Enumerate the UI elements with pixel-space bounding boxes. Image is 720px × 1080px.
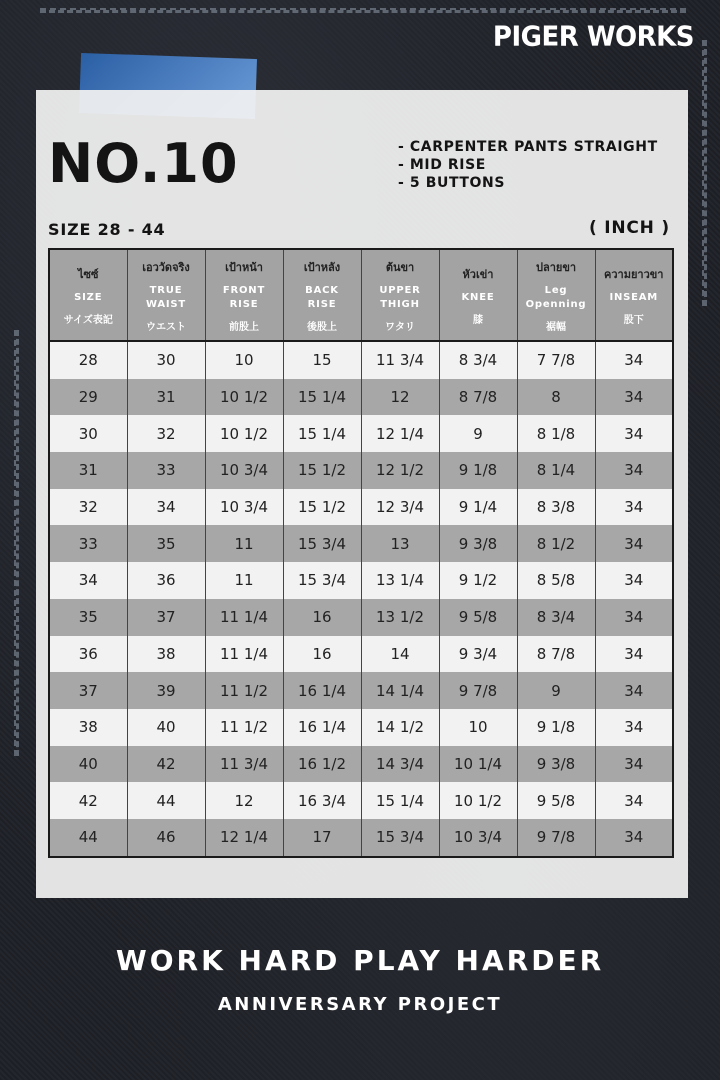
table-row (49, 341, 673, 379)
table-cell: 10 3/4 (205, 452, 283, 489)
table-cell: 16 1/4 (283, 672, 361, 709)
table-cell: 8 3/8 (517, 489, 595, 526)
table-cell: 14 1/2 (361, 709, 439, 746)
table-cell: 11 1/2 (205, 672, 283, 709)
table-cell: 34 (595, 341, 673, 379)
table-cell: 35 (127, 525, 205, 562)
table-cell: 32 (127, 415, 205, 452)
table-cell: 9 1/4 (439, 489, 517, 526)
table-cell: 10 1/4 (439, 746, 517, 783)
table-cell: 8 7/8 (439, 379, 517, 416)
table-cell: 32 (49, 489, 127, 526)
table-cell: 10 (439, 709, 517, 746)
table-cell: 8 (517, 379, 595, 416)
table-cell: 11 3/4 (205, 746, 283, 783)
table-cell: 40 (49, 746, 127, 783)
header-jp-label: ウエスト (146, 321, 186, 333)
size-table (48, 248, 674, 858)
table-cell: 15 1/4 (283, 379, 361, 416)
table-cell: 10 1/2 (205, 379, 283, 416)
table-cell: 29 (49, 379, 127, 416)
table-cell: 44 (127, 782, 205, 819)
table-cell: 15 (283, 341, 361, 379)
table-cell: 8 3/4 (517, 599, 595, 636)
column-header (439, 249, 517, 341)
table-cell: 8 3/4 (439, 341, 517, 379)
header-en-label: BACK RISE (305, 284, 339, 310)
header-en-label: INSEAM (609, 291, 659, 303)
table-cell: 11 1/4 (205, 636, 283, 673)
table-row (49, 452, 673, 489)
table-cell: 34 (595, 489, 673, 526)
sub-slogan: ANNIVERSARY PROJECT (217, 994, 503, 1015)
table-cell: 34 (595, 452, 673, 489)
size-chart-panel (36, 90, 688, 898)
table-cell: 8 1/4 (517, 452, 595, 489)
table-cell: 34 (595, 709, 673, 746)
column-header (361, 249, 439, 341)
header-en-label: FRONT RISE (222, 284, 266, 310)
table-cell: 11 1/2 (205, 709, 283, 746)
table-cell: 11 3/4 (361, 341, 439, 379)
table-cell: 9 1/8 (439, 452, 517, 489)
table-cell: 34 (595, 819, 673, 857)
table-row (49, 819, 673, 857)
table-cell: 36 (127, 562, 205, 599)
header-th-label: ไซซ์ (78, 267, 99, 281)
table-cell: 11 1/4 (205, 599, 283, 636)
table-cell: 34 (595, 636, 673, 673)
table-header-row (49, 249, 673, 341)
header-en-label: KNEE (461, 291, 495, 303)
column-header (49, 249, 127, 341)
table-cell: 34 (595, 525, 673, 562)
header-th-label: เอววัดจริง (142, 260, 190, 274)
table-cell: 8 5/8 (517, 562, 595, 599)
table-cell: 15 1/2 (283, 452, 361, 489)
denim-seam-left (14, 330, 19, 756)
table-row (49, 782, 673, 819)
table-cell: 34 (595, 379, 673, 416)
table-cell: 34 (595, 415, 673, 452)
table-cell: 15 3/4 (283, 562, 361, 599)
table-cell: 9 1/8 (517, 709, 595, 746)
brand-logo: PIGER WORKS (492, 21, 694, 53)
table-cell: 12 1/4 (205, 819, 283, 857)
table-cell: 13 (361, 525, 439, 562)
table-cell: 33 (127, 452, 205, 489)
table-cell: 16 1/2 (283, 746, 361, 783)
table-cell: 38 (49, 709, 127, 746)
header-th-label: เป้าหน้า (225, 260, 263, 274)
table-cell: 12 (361, 379, 439, 416)
header-th-label: ต้นขา (385, 260, 415, 274)
table-cell: 16 1/4 (283, 709, 361, 746)
slogan: WORK HARD PLAY HARDER (115, 944, 605, 977)
table-cell: 9 3/8 (517, 746, 595, 783)
table-cell: 28 (49, 341, 127, 379)
table-cell: 10 1/2 (439, 782, 517, 819)
table-cell: 9 5/8 (439, 599, 517, 636)
header-jp-label: サイズ表記 (63, 314, 113, 326)
table-cell: 12 (205, 782, 283, 819)
table-row (49, 562, 673, 599)
table-cell: 15 3/4 (361, 819, 439, 857)
column-header (595, 249, 673, 341)
table-cell: 9 5/8 (517, 782, 595, 819)
table-cell: 44 (49, 819, 127, 857)
table-cell: 13 1/2 (361, 599, 439, 636)
table-cell: 12 1/2 (361, 452, 439, 489)
table-cell: 14 3/4 (361, 746, 439, 783)
model-title: NO.10 (48, 132, 239, 195)
table-row (49, 525, 673, 562)
feature-item: - MID RISE (398, 157, 486, 173)
table-row (49, 746, 673, 783)
header-jp-label: 股下 (623, 314, 644, 326)
feature-item: - CARPENTER PANTS STRAIGHT (398, 139, 658, 155)
table-row (49, 672, 673, 709)
header-jp-label: 前股上 (229, 321, 259, 333)
table-cell: 15 3/4 (283, 525, 361, 562)
table-cell: 9 3/8 (439, 525, 517, 562)
table-cell: 39 (127, 672, 205, 709)
table-row (49, 636, 673, 673)
table-cell: 15 1/4 (283, 415, 361, 452)
column-header (127, 249, 205, 341)
table-body (49, 341, 673, 857)
table-cell: 34 (595, 746, 673, 783)
table-cell: 9 7/8 (517, 819, 595, 857)
table-cell: 33 (49, 525, 127, 562)
table-cell: 11 (205, 525, 283, 562)
column-header (205, 249, 283, 341)
table-cell: 34 (595, 562, 673, 599)
table-cell: 15 1/2 (283, 489, 361, 526)
table-cell: 13 1/4 (361, 562, 439, 599)
table-cell: 34 (127, 489, 205, 526)
header-jp-label: 裾幅 (546, 321, 566, 333)
table-cell: 37 (49, 672, 127, 709)
table-cell: 34 (595, 782, 673, 819)
table-cell: 12 1/4 (361, 415, 439, 452)
feature-list (398, 138, 658, 192)
size-range: SIZE 28 - 44 (48, 220, 166, 239)
table-cell: 9 (517, 672, 595, 709)
header-jp-label: 後股上 (307, 321, 337, 333)
table-cell: 9 (439, 415, 517, 452)
table-cell: 10 (205, 341, 283, 379)
table-cell: 37 (127, 599, 205, 636)
table-row (49, 415, 673, 452)
table-cell: 14 1/4 (361, 672, 439, 709)
table-row (49, 599, 673, 636)
table-cell: 38 (127, 636, 205, 673)
header-th-label: ปลายขา (535, 260, 577, 274)
table-cell: 40 (127, 709, 205, 746)
table-cell: 16 3/4 (283, 782, 361, 819)
header-th-label: ความยาวขา (604, 267, 664, 281)
table-cell: 30 (127, 341, 205, 379)
table-cell: 10 3/4 (205, 489, 283, 526)
table-cell: 14 (361, 636, 439, 673)
table-cell: 46 (127, 819, 205, 857)
table-cell: 17 (283, 819, 361, 857)
table-cell: 34 (595, 599, 673, 636)
table-cell: 8 7/8 (517, 636, 595, 673)
table-cell: 42 (49, 782, 127, 819)
header-en-label: Leg Openning (525, 284, 587, 310)
table-cell: 36 (49, 636, 127, 673)
table-cell: 9 3/4 (439, 636, 517, 673)
header-jp-label: ワタリ (385, 321, 415, 333)
table-cell: 12 3/4 (361, 489, 439, 526)
table-cell: 30 (49, 415, 127, 452)
header-th-label: เป้าหลัง (303, 260, 341, 274)
table-cell: 15 1/4 (361, 782, 439, 819)
header-en-label: SIZE (74, 291, 103, 303)
column-header (283, 249, 361, 341)
table-row (49, 489, 673, 526)
table-cell: 31 (127, 379, 205, 416)
table-cell: 7 7/8 (517, 341, 595, 379)
table-row (49, 709, 673, 746)
table-cell: 16 (283, 636, 361, 673)
denim-seam-right (702, 40, 707, 306)
table-row (49, 379, 673, 416)
table-cell: 34 (49, 562, 127, 599)
table-cell: 9 1/2 (439, 562, 517, 599)
table-cell: 16 (283, 599, 361, 636)
table-cell: 35 (49, 599, 127, 636)
table-cell: 8 1/8 (517, 415, 595, 452)
header-th-label: หัวเข่า (462, 267, 494, 281)
table-cell: 9 7/8 (439, 672, 517, 709)
unit-label: ( INCH ) (588, 218, 670, 238)
table-cell: 34 (595, 672, 673, 709)
table-cell: 31 (49, 452, 127, 489)
header-jp-label: 膝 (473, 314, 483, 326)
table-cell: 42 (127, 746, 205, 783)
table-cell: 8 1/2 (517, 525, 595, 562)
denim-seam-top (40, 8, 686, 13)
header-en-label: TRUE WAIST (145, 284, 187, 310)
table-cell: 11 (205, 562, 283, 599)
feature-item: - 5 BUTTONS (398, 175, 506, 191)
header-en-label: UPPER THIGH (379, 284, 421, 310)
table-cell: 10 1/2 (205, 415, 283, 452)
column-header (517, 249, 595, 341)
table-cell: 10 3/4 (439, 819, 517, 857)
